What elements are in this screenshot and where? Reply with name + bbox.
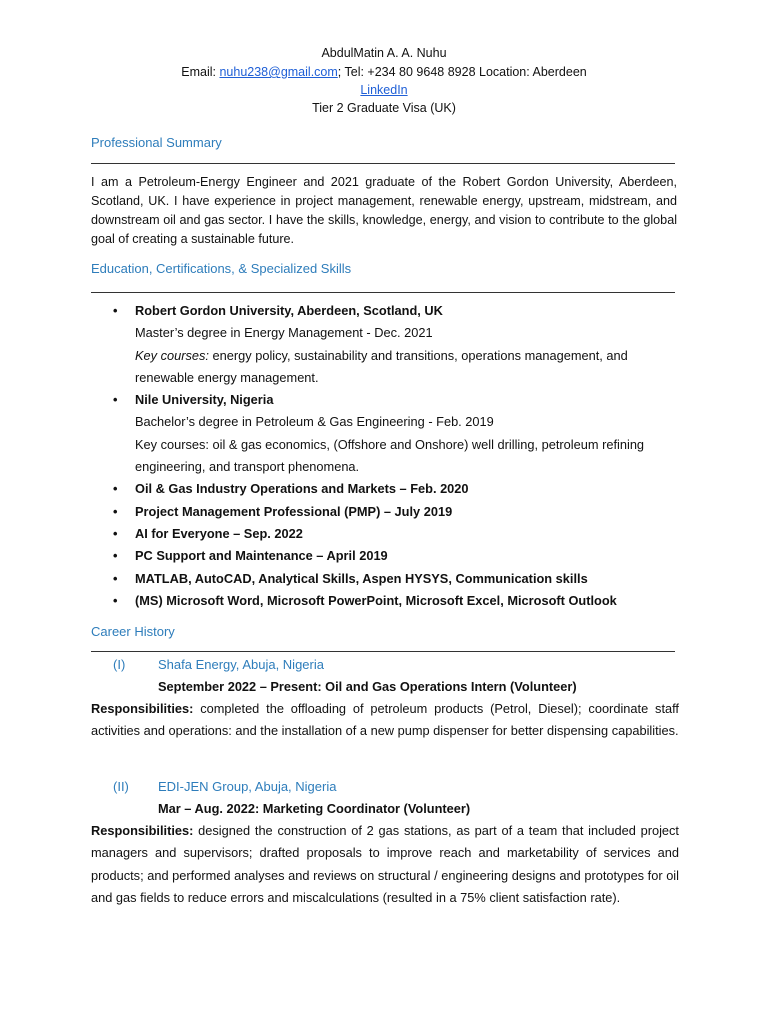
section-title-career: Career History bbox=[91, 624, 175, 639]
section-divider bbox=[91, 292, 675, 293]
responsibilities-text: designed the construction of 2 gas stations, as part of a team that included project managers and supervisors; drafted proposals to improve reach and marketability of services and products; and performed analyses and reviews on structural / engineering designs and prototypes for oil and gas fields to reduce errors and miscalculations (resulted in a 75% client satisfaction rate). bbox=[91, 823, 679, 905]
contact-line bbox=[0, 63, 768, 81]
degree-line: Bachelor’s degree in Petroleum & Gas Engineering - Feb. 2019 bbox=[135, 414, 494, 430]
job-company: Shafa Energy, Abuja, Nigeria bbox=[158, 657, 324, 672]
bullet-icon: • bbox=[113, 525, 118, 541]
education-list bbox=[113, 300, 679, 612]
list-item bbox=[113, 590, 679, 612]
list-item bbox=[113, 568, 679, 590]
list-item bbox=[113, 523, 679, 545]
key-courses-text: oil & gas economics, (Offshore and Onshore) well drilling, petroleum refining engineering, and transport phenomena. bbox=[135, 436, 645, 475]
key-courses-label: Key courses: bbox=[135, 347, 209, 363]
skills-text: (MS) Microsoft Word, Microsoft PowerPoint, Microsoft Excel, Microsoft Outlook bbox=[135, 592, 617, 608]
linkedin-link[interactable]: LinkedIn bbox=[360, 83, 408, 97]
responsibilities-label: Responsibilities: bbox=[91, 701, 194, 716]
job-number: (I) bbox=[113, 657, 126, 672]
key-courses-text: energy policy, sustainability and transitions, operations management, and renewable energy management. bbox=[135, 347, 628, 385]
job-heading bbox=[113, 779, 673, 794]
list-item bbox=[113, 545, 679, 567]
responsibilities-label: Responsibilities: bbox=[91, 823, 194, 838]
job-role: Mar – Aug. 2022: Marketing Coordinator (Volunteer) bbox=[158, 801, 471, 816]
job-responsibilities bbox=[91, 698, 679, 743]
job-heading bbox=[113, 657, 673, 672]
bullet-icon: • bbox=[113, 481, 118, 497]
summary-text: I am a Petroleum-Energy Engineer and 2021 graduate of the Robert Gordon University, Aberdeen, Scotland, UK. I have experience in project management, renewable energy, upstream, midstream, and downstream oil and gas sector. I have the skills, knowledge, energy, and vision to contribute to the global goal of creating a sustainable future. bbox=[91, 175, 677, 246]
key-courses bbox=[135, 345, 679, 390]
visa-status: Tier 2 Graduate Visa (UK) bbox=[312, 101, 456, 115]
bullet-icon: • bbox=[113, 392, 118, 408]
section-divider bbox=[91, 651, 675, 652]
certification-text: AI for Everyone – Sep. 2022 bbox=[135, 525, 303, 541]
institution-name: Robert Gordon University, Aberdeen, Scotland, UK bbox=[135, 303, 443, 318]
candidate-name: AbdulMatin A. A. Nuhu bbox=[321, 46, 447, 60]
bullet-icon: • bbox=[113, 592, 118, 608]
bullet-icon: • bbox=[113, 303, 118, 318]
certification-text: Project Management Professional (PMP) – July 2019 bbox=[135, 503, 453, 519]
section-divider bbox=[91, 163, 675, 164]
list-item bbox=[113, 300, 679, 389]
job-number: (II) bbox=[113, 779, 129, 794]
skills-text: MATLAB, AutoCAD, Analytical Skills, Aspen HYSYS, Communication skills bbox=[135, 570, 588, 586]
job-responsibilities bbox=[91, 820, 679, 909]
key-courses bbox=[135, 434, 679, 479]
list-item bbox=[113, 478, 679, 500]
email-label: Email: bbox=[181, 65, 216, 79]
list-item bbox=[113, 389, 679, 478]
section-title-summary: Professional Summary bbox=[91, 135, 222, 150]
email-link[interactable]: nuhu238@gmail.com bbox=[219, 65, 338, 79]
key-courses-label: Key courses: bbox=[135, 436, 209, 452]
bullet-icon: • bbox=[113, 570, 118, 586]
job-company: EDI-JEN Group, Abuja, Nigeria bbox=[158, 779, 337, 794]
degree-line: Master’s degree in Energy Management - Dec. 2021 bbox=[135, 325, 433, 341]
certification-text: Oil & Gas Industry Operations and Markets – Feb. 2020 bbox=[135, 481, 469, 497]
certification-text: PC Support and Maintenance – April 2019 bbox=[135, 548, 388, 564]
list-item bbox=[113, 501, 679, 523]
phone-location: ; Tel: +234 80 9648 8928 Location: Aberdeen bbox=[337, 65, 587, 79]
job-role: September 2022 – Present: Oil and Gas Operations Intern (Volunteer) bbox=[158, 679, 577, 694]
responsibilities-text: completed the offloading of petroleum products (Petrol, Diesel); coordinate staff activities and operations: and the installation of a new pump dispenser for better dispensing capabilities. bbox=[91, 701, 679, 739]
bullet-icon: • bbox=[113, 548, 118, 564]
institution-name: Nile University, Nigeria bbox=[135, 392, 274, 408]
section-title-education: Education, Certifications, & Specialized Skills bbox=[91, 261, 352, 276]
linkedin-row bbox=[0, 81, 768, 99]
bullet-icon: • bbox=[113, 503, 118, 519]
